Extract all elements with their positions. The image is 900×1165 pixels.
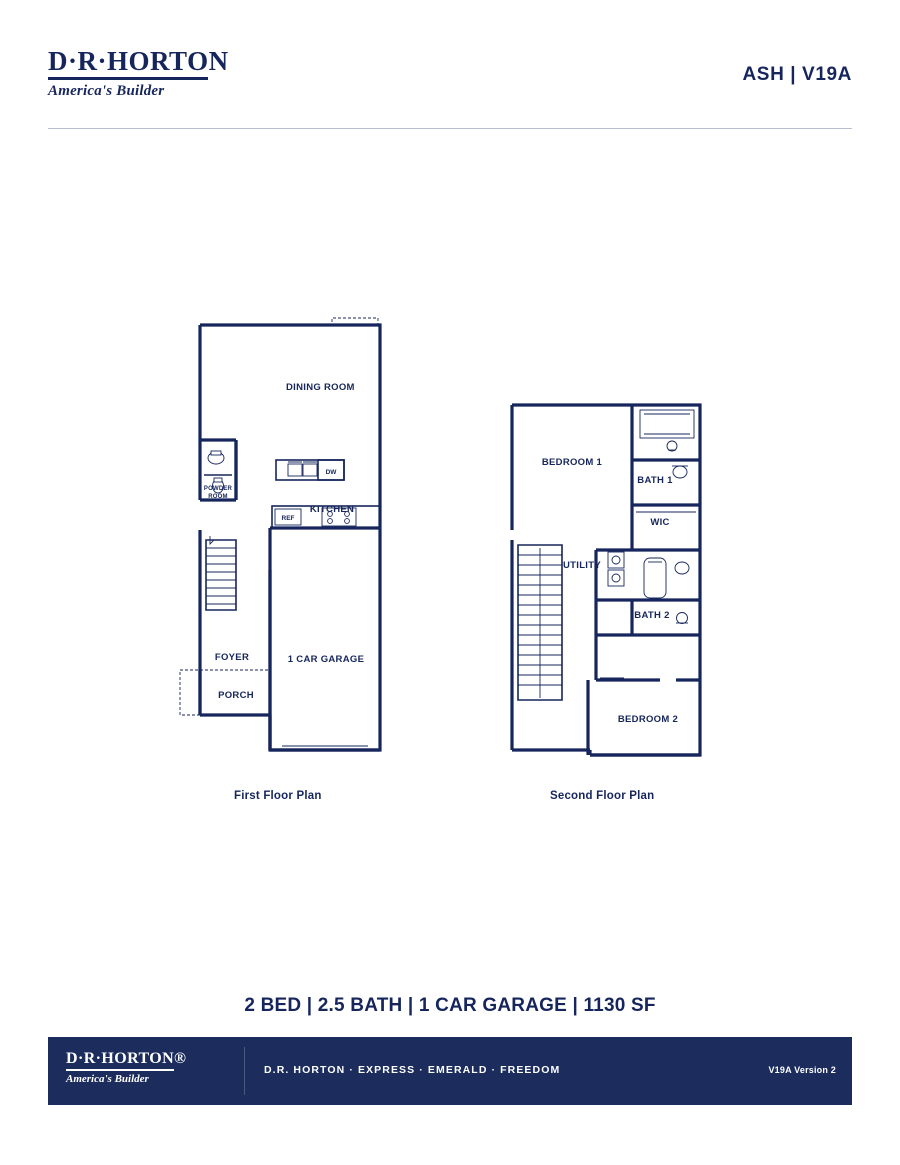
label-powder: POWDER	[203, 486, 233, 492]
first-floor-plan	[180, 318, 380, 750]
label-kitchen: KITCHEN	[309, 504, 355, 515]
footer-divider	[244, 1047, 245, 1095]
page-footer	[48, 1037, 852, 1105]
label-dining-room: DINING ROOM	[286, 382, 355, 393]
first-floor-caption: First Floor Plan	[234, 790, 322, 802]
footer-brands: D.R. HORTON · EXPRESS · EMERALD · FREEDOM	[264, 1064, 561, 1076]
label-porch: PORCH	[218, 690, 254, 701]
floor-plan-drawing	[0, 300, 900, 820]
label-garage: 1 CAR GARAGE	[287, 654, 365, 665]
logo-underline	[48, 77, 208, 80]
label-utility: UTILITY	[563, 560, 601, 571]
svg-text:REF: REF	[281, 515, 295, 522]
label-bedroom-2: BEDROOM 2	[617, 714, 679, 725]
footer-version: V19A Version 2	[768, 1065, 836, 1075]
label-bath-2: BATH 2	[634, 610, 670, 621]
dr-horton-logo	[48, 48, 368, 100]
logo-wordmark: D·R·HORTON	[48, 46, 229, 76]
footer-logo-underline	[66, 1069, 174, 1071]
header-divider	[48, 128, 852, 129]
label-bath-1: BATH 1	[637, 475, 673, 486]
label-wic: WIC	[650, 517, 670, 528]
plan-summary: 2 BED | 2.5 BATH | 1 CAR GARAGE | 1130 SF	[244, 995, 656, 1016]
floor-plans-area	[0, 300, 900, 820]
footer-logo-tagline: America's Builder	[66, 1073, 149, 1085]
page-header	[48, 48, 852, 128]
label-powder-room: ROOM	[208, 494, 228, 500]
logo-tagline: America's Builder	[48, 83, 165, 99]
footer-logo	[66, 1051, 256, 1085]
second-floor-plan	[512, 405, 700, 755]
footer-logo-wordmark: D·R·HORTON®	[66, 1050, 187, 1067]
label-bedroom-1: BEDROOM 1	[541, 457, 603, 468]
label-foyer: FOYER	[214, 652, 250, 663]
plan-code: ASH | V19A	[742, 64, 852, 85]
second-floor-caption: Second Floor Plan	[550, 790, 655, 802]
svg-text:DW: DW	[325, 469, 337, 476]
